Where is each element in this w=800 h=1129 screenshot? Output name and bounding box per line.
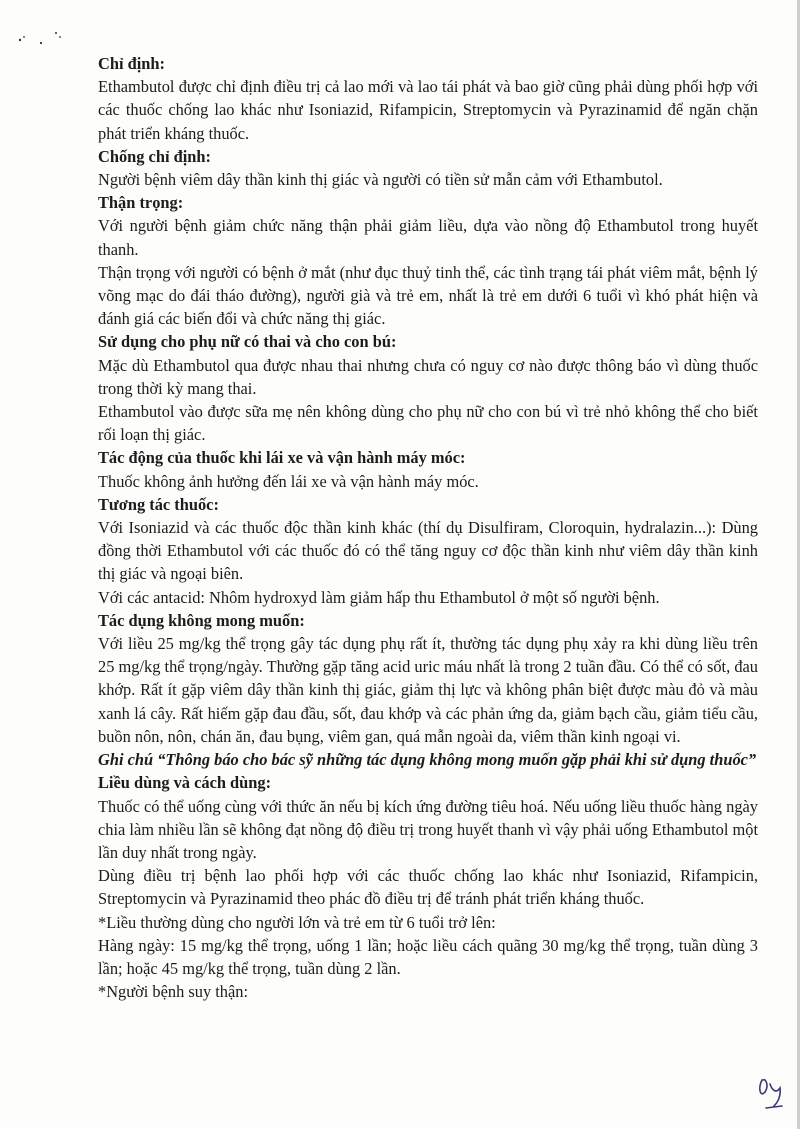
document-page bbox=[98, 52, 758, 1003]
section-tuong-tac-thuoc bbox=[98, 493, 758, 609]
paragraph: Thuốc không ảnh hưởng đến lái xe và vận hành máy móc. bbox=[98, 471, 479, 491]
paragraph: Ethambutol vào được sữa mẹ nên không dùng cho phụ nữ cho con bú vì trẻ nhỏ không thể cho biết rối loạn thị giác. bbox=[98, 402, 758, 445]
paragraph: Thuốc có thể uống cùng với thức ăn nếu bị kích ứng đường tiêu hoá. Nếu uống liều thuốc hàng ngày chia làm nhiều lần sẽ không đạt nồng độ điều trị trong huyết thanh vì vậy phải uống Ethambutol một lần duy nhất trong ngày. bbox=[98, 796, 758, 862]
section-chong-chi-dinh bbox=[98, 145, 758, 191]
paragraph: Với các antacid: Nhôm hydroxyd làm giảm hấp thu Ethambutol ở một số người bệnh. bbox=[98, 587, 660, 607]
paragraph: *Liều thường dùng cho người lớn và trẻ em từ 6 tuổi trở lên: bbox=[98, 912, 496, 932]
section-heading: Tác dụng không mong muốn: bbox=[98, 610, 305, 630]
paragraph: Hàng ngày: 15 mg/kg thể trọng, uống 1 lần; hoặc liều cách quãng 30 mg/kg thể trọng, tuần dùng 3 lần; hoặc 45 mg/kg thể trọng, tuần dùng 2 lần. bbox=[98, 935, 758, 978]
section-chi-dinh bbox=[98, 52, 758, 145]
paragraph: *Người bệnh suy thận: bbox=[98, 982, 249, 1002]
section-phu-nu-co-thai bbox=[98, 330, 758, 446]
section-heading: Liều dùng và cách dùng: bbox=[98, 773, 272, 793]
paragraph: Với Isoniazid và các thuốc độc thần kinh khác (thí dụ Disulfiram, Cloroquin, hydralazin...): Dùng đồng thời Ethambutol với các thuốc đó có thể tăng nguy cơ độc thần kinh như viêm dây thần kinh thị giác và ngoại biên. bbox=[98, 518, 758, 584]
paragraph: Thận trọng với người có bệnh ở mắt (như đục thuỷ tinh thể, các tình trạng tái phát viêm mắt, bệnh lý võng mạc do đái tháo đường), người già và trẻ em, nhất là trẻ em dưới 6 tuổi vì khó phát hiện và đánh giá các biến đổi và chức năng thị giác. bbox=[98, 262, 758, 329]
section-tac-dung-khong-mong-muon bbox=[98, 609, 758, 771]
paragraph: Người bệnh viêm dây thần kinh thị giác và người có tiền sử mẫn cảm với Ethambutol. bbox=[98, 170, 663, 190]
section-heading: Tương tác thuốc: bbox=[98, 494, 219, 514]
adverse-effects-note: Ghi chú “Thông báo cho bác sỹ những tác dụng không mong muốn gặp phải khi sử dụng thuốc” bbox=[98, 750, 757, 770]
section-than-trong bbox=[98, 191, 758, 330]
paragraph: Với người bệnh giảm chức năng thận phải giảm liều, dựa vào nồng độ Ethambutol trong huyết thanh. bbox=[98, 216, 758, 259]
paragraph: Ethambutol được chỉ định điều trị cả lao mới và lao tái phát và bao giờ cũng phải dùng phối hợp với các thuốc chống lao khác như Isoniazid, Rifampicin, Streptomycin và Pyrazinamid để ngăn chặn phát triển kháng thuốc. bbox=[98, 77, 758, 143]
paragraph: Dùng điều trị bệnh lao phối hợp với các thuốc chống lao khác như Isoniazid, Rifampicin, Streptomycin và Pyrazinamid theo phác đồ điều trị để tránh phát triển kháng thuốc. bbox=[98, 866, 758, 909]
section-heading: Chỉ định: bbox=[98, 54, 165, 73]
section-heading: Sử dụng cho phụ nữ có thai và cho con bú: bbox=[98, 332, 397, 352]
paragraph: Mặc dù Ethambutol qua được nhau thai nhưng chưa có nguy cơ nào được thông báo vì dùng thuốc trong thời kỳ mang thai. bbox=[98, 355, 758, 398]
handwritten-initial-mark bbox=[756, 1072, 790, 1112]
paragraph: Với liều 25 mg/kg thể trọng gây tác dụng phụ rất ít, thường tác dụng phụ xảy ra khi dùng liều trên 25 mg/kg thể trọng/ngày. Thường gặp tăng acid uric máu nhất là trong 2 tuần đầu. Có thể có sốt, đau khớp. Rất ít gặp viêm dây thần kinh thị giác, giảm thị lực và không phân biệt được màu đỏ và màu xanh lá cây. Rất hiếm gặp đau đầu, sốt, đau khớp và các phản ứng da, giảm bạch cầu, giảm tiểu cầu, buồn nôn, nôn, chán ăn, đau bụng, viêm gan, quá mẫn ngoài da, viêm thần kinh ngoại vi. bbox=[98, 634, 758, 746]
section-lai-xe bbox=[98, 446, 758, 492]
section-lieu-dung bbox=[98, 771, 758, 1003]
section-heading: Chống chỉ định: bbox=[98, 146, 211, 166]
section-heading: Tác động của thuốc khi lái xe và vận hành máy móc: bbox=[98, 448, 466, 468]
section-heading: Thận trọng: bbox=[98, 193, 184, 213]
scan-specks bbox=[14, 28, 74, 52]
